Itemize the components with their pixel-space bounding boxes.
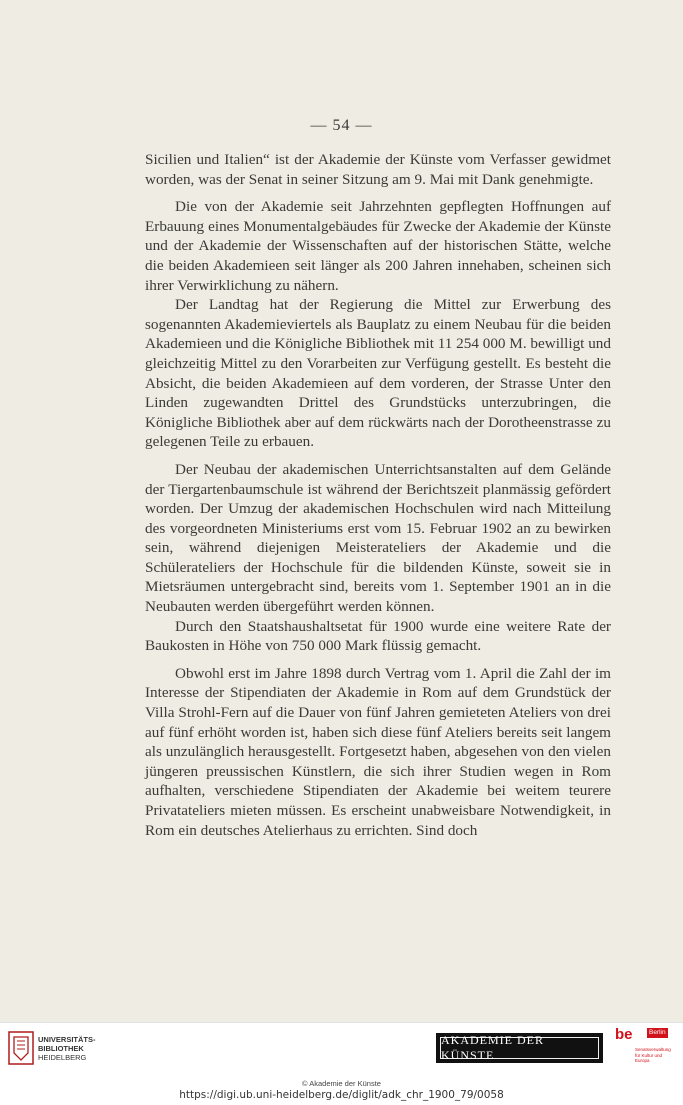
page-number: — 54 — xyxy=(310,117,373,134)
university-library-text: UNIVERSITÄTS- BIBLIOTHEK HEIDELBERG xyxy=(38,1035,96,1062)
akademie-label: AKADEMIE DER KÜNSTE xyxy=(440,1037,599,1059)
paragraph: Die von der Akademie seit Jahrzehnten gepflegten Hoffnungen auf Erbauung eines Monumentalgebäudes für Zwecke der Akademie der Künste und der Akademie der Wissenschaften auf der historischen Stätte, welche die beiden Akademieen seit länger als 200 Jahren innehaben, scheinen sich ihrer Verwirklichung zu nähern. xyxy=(145,198,611,294)
berlin-senate-logo[interactable] xyxy=(615,1027,675,1067)
copyright-notice: © Akademie der Künste xyxy=(302,1079,381,1088)
paragraph: Obwohl erst im Jahre 1898 durch Vertrag vom 1. April die Zahl der im Interesse der Stipendiaten der Akademie in Rom auf dem Grundstück der Villa Strohl-Fern auf die Dauer von fünf Jahren gemieteten Ateliers von drei auf fünf erhöht worden ist, haben sich diese fünf Ateliers bereits seit langem als unzulänglich herausgestellt. Fortgesetzt haben, abgesehen von den vielen jüngeren preussischen Künstlern, die sich ihrer Studien wegen in Rom aufhalten, verschiedene Stipendiaten der Akademie bei weitem teurere Privatateliers mieten müssen. Es erscheint unabweisbare Notwendigkeit, in Rom ein deutsches Atelierhaus zu errichten. Sind doch xyxy=(145,664,611,839)
berlin-logo-tag: Berlin xyxy=(649,1029,666,1036)
akademie-logo[interactable] xyxy=(436,1033,603,1063)
permalink-url[interactable]: https://digi.ub.uni-heidelberg.de/diglit/adk_chr_1900_79/0058 xyxy=(179,1089,504,1101)
paragraph: Sicilien und Italien“ ist der Akademie der Künste vom Verfasser gewidmet worden, was der Senat in seiner Sitzung am 9. Mai mit Dank genehmigte. xyxy=(145,151,611,188)
university-seal-icon xyxy=(8,1031,34,1065)
university-library-logo[interactable] xyxy=(8,1029,118,1069)
berlin-logo-mark: be xyxy=(615,1026,633,1043)
berlin-logo-subtitle: Senatsverwaltung für Kultur und Europa xyxy=(635,1047,671,1063)
paragraph: Der Landtag hat der Regierung die Mittel zur Erwerbung des sogenannten Akademieviertels als Bauplatz zu einem Neubau für die beiden Akademieen und die Königliche Bibliothek mit 11 254 000 M. bewilligt und gleichzeitig Mittel zu den Vorarbeiten zur Verfügung gestellt. Es besteht die Absicht, die beiden Akademieen auf dem vorderen, der Strasse Unter den Linden zugewandten Drittel des Grundstücks unterzubringen, die Königliche Bibliothek aber auf dem rückwärts nach der Dorotheenstrasse zu gelegenen Teile zu erbauen. xyxy=(145,296,611,451)
paragraph: Durch den Staatshaushaltsetat für 1900 wurde eine weitere Rate der Baukosten in Höhe von 750 000 Mark flüssig gemacht. xyxy=(145,617,611,655)
paragraph: Der Neubau der akademischen Unterrichtsanstalten auf dem Gelände der Tiergartenbaumschule ist während der Berichtszeit planmässig gefördert worden. Der Umzug der akademischen Hochschulen wird nach Mitteilung des vorgeordneten Ministeriums erst vom 15. Februar 1902 an zu bewirken sein, während diejenigen Meisterateliers der Akademie und die Schülerateliers der Hochschule für die bildenden Künste, soweit sie in Mietsräumen untergebracht sind, bereits vom 1. September 1901 an in die Neubauten werden übergeführt werden können. xyxy=(145,460,611,616)
body-text xyxy=(145,150,611,840)
